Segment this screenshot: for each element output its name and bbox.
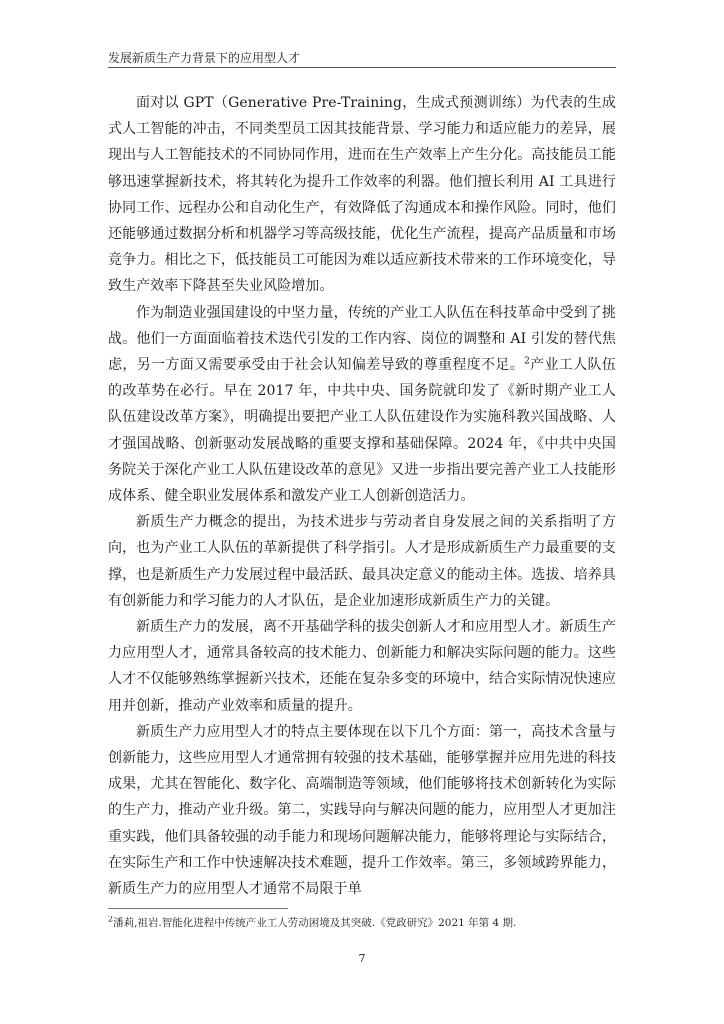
footnote-text: 潘莉,祖岩.智能化进程中传统产业工人劳动困境及其突破.《党政研究》2021 年第 4 期.	[113, 917, 517, 929]
paragraph-4: 新质生产力的发展，离不开基础学科的拔尖创新人才和应用型人才。新质生产力应用型人才，通常具备较高的技术能力、创新能力和解决实际问题的能力。这些人才不仅能够熟练掌握新兴技术，还能在复杂多变的环境中，结合实际情况快速应用并创新，推动产业效率和质量的提升。	[108, 619, 616, 714]
paragraph-2-text-after: 产业工人队伍的改革势在必行。早在 2017 年，中共中央、国务院就印发了《新时期产业工人队伍建设改革方案》，明确提出要把产业工人队伍建设作为实施科教兴国战略、人才强国战略、创新驱动发展战略的重要支撑和基础保障。2024 年，《中共中央国务院关于深化产业工人队伍建设改革的意见》又进一步指出要完善产业工人技能形成体系、健全职业发展体系和激发产业工人创新创造活力。	[108, 357, 616, 505]
paragraph-2-text-before: 作为制造业强国建设的中坚力量，传统的产业工人队伍在科技革命中受到了挑战。他们一方面面临着技术迭代引发的工作内容、岗位的调整和 AI 引发的替代焦虑，另一方面又需要承受由于社会认知偏差导致的尊重程度不足。	[108, 304, 616, 374]
footnote-divider	[108, 908, 288, 909]
paragraph-5: 新质生产力应用型人才的特点主要体现在以下几个方面：第一，高技术含量与创新能力，这些应用型人才通常拥有较强的技术基础，能够掌握并应用先进的科技成果，尤其在智能化、数字化、高端制造等领域，他们能够将技术创新转化为实际的生产力，推动产业升级。第二，实践导向与解决问题的能力，应用型人才更加注重实践，他们具备较强的动手能力和现场问题解决能力，能够将理论与实际结合，在实际生产和工作中快速解决技术难题，提升工作效率。第三，多领域跨界能力，新质生产力的应用型人才通常不局限于单	[108, 723, 616, 898]
page-number: 7	[358, 952, 366, 965]
running-header: 发展新质生产力背景下的应用型人才	[108, 51, 301, 65]
body-text	[108, 90, 616, 902]
paragraph-3: 新质生产力概念的提出，为技术进步与劳动者自身发展之间的关系指明了方向，也为产业工人队伍的革新提供了科学指引。人才是形成新质生产力最重要的支撑，也是新质生产力发展过程中最活跃、最具决定意义的能动主体。选拔、培养具有创新能力和学习能力的人才队伍，是企业加速形成新质生产力的关键。	[108, 514, 616, 609]
footnote-mark: 2	[108, 916, 114, 924]
paragraph-1: 面对以 GPT（Generative Pre-Training，生成式预测训练）为代表的生成式人工智能的冲击，不同类型员工因其技能背景、学习能力和适应能力的差异，展现出与人工智能技术的不同协同作用，进而在生产效率上产生分化。高技能员工能够迅速掌握新技术，将其转化为提升工作效率的利器。他们擅长利用 AI 工具进行协同工作、远程办公和自动化生产，有效降低了沟通成本和操作风险。同时，他们还能够通过数据分析和机器学习等高级技能，优化生产流程，提高产品质量和市场竞争力。相比之下，低技能员工可能因为难以适应新技术带来的工作环境变化，导致生产效率下降甚至失业风险增加。	[108, 95, 616, 295]
paragraph-2	[108, 300, 616, 510]
footnote-reference[interactable]: 2	[524, 356, 530, 367]
header-divider	[108, 67, 616, 68]
footnote	[108, 916, 616, 931]
